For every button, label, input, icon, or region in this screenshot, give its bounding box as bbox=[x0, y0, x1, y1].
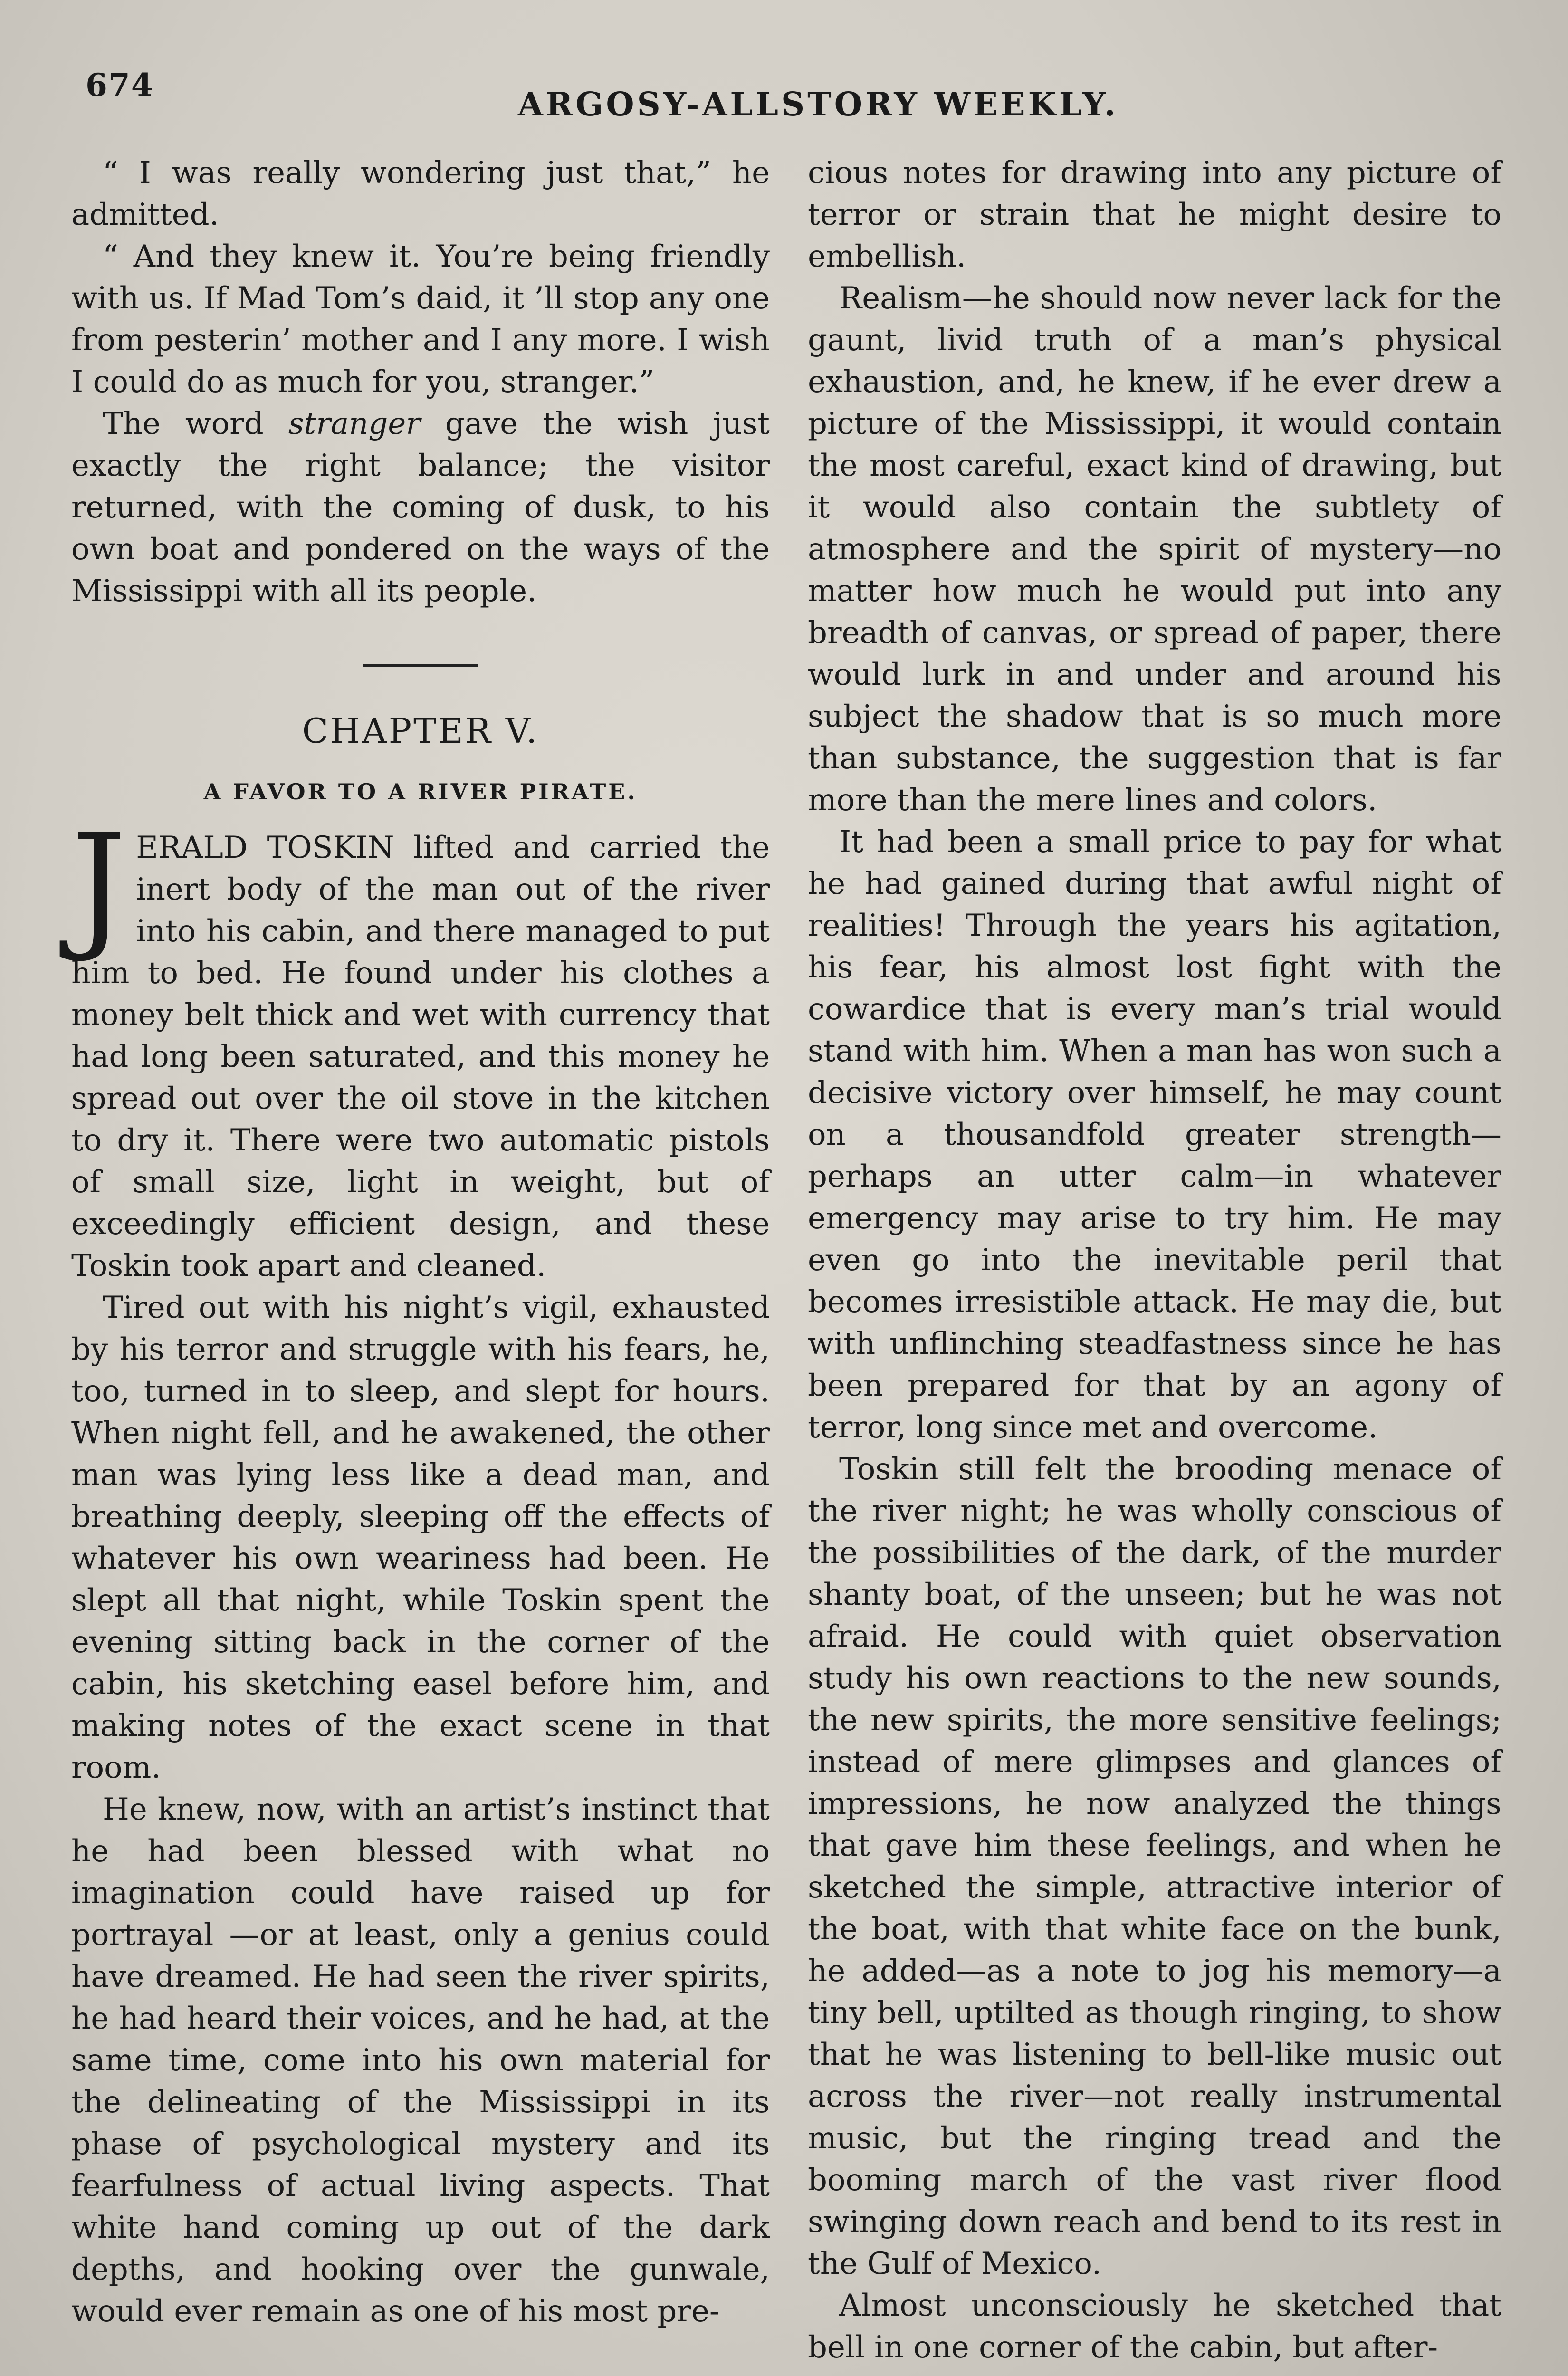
paragraph: “ I was really wondering just that,” he admitted. bbox=[71, 155, 770, 232]
paragraph: It had been a small price to pay for what he had gained during that awful night of realities! Through the years his agitation, his fear, his almost lost fight with the cowardice that is every man’s trial would stand with him. When a man has won such a decisive victory over himself, he may count on a thousandfold greater strength—perhaps an utter calm—in whatever emergency may arise to try him. He may even go into the inevitable peril that becomes irresistible attack. He may die, but with unflinching steadfastness since he has been prepared for that by an agony of terror, long since met and overcome. bbox=[808, 824, 1501, 1445]
page-header bbox=[86, 67, 1492, 128]
page-number: 674 bbox=[86, 67, 154, 104]
left-column bbox=[71, 152, 770, 2332]
paragraph: Almost unconsciously he sketched that bell in one corner of the cabin, but after- bbox=[808, 2288, 1501, 2365]
paragraph: Toskin still felt the brooding menace of the river night; he was wholly conscious of the possibilities of the dark, of the murder shanty boat, of the unseen; but he was not afraid. He could with quiet observation study his own reactions to the new sounds, the new spirits, the more sensitive feelings; instead of mere glimpses and glances of impressions, he now analyzed the things that gave him these feelings, and when he sketched the simple, attractive interior of the boat, with that white face on the bunk, he added—as a note to jog his memory—a tiny bell, uptilted as though ringing, to show that he was listening to bell-like music out across the river—not really instrumental music, but the ringing tread and the booming march of the vast river flood swinging down reach and bend to its rest in the Gulf of Mexico. bbox=[808, 1452, 1501, 2281]
paragraph: Tired out with his night’s vigil, exhausted by his terror and struggle with his fears, he, too, turned in to sleep, and slept for hours. When night fell, and he awakened, the other man was lying less like a dead man, and breathing deeply, sleeping off the effects of whatever his own weariness had been. He slept all that night, while Toskin spent the evening sitting back in the corner of the cabin, his sketching easel before him, and making notes of the exact scene in that room. bbox=[71, 1290, 770, 1785]
paragraph bbox=[71, 403, 770, 612]
paragraph: Realism—he should now never lack for the gaunt, livid truth of a man’s physical exhaustion, and, he knew, if he ever drew a picture of the Mississippi, it would contain the most careful, exact kind of drawing, but it would also contain the subtlety of atmosphere and the spirit of mystery—no matter how much he would put into any breadth of canvas, or spread of paper, there would lurk in and under and around his subject the shadow that is so much more than substance, the suggestion that is far more than the mere lines and colors. bbox=[808, 281, 1501, 818]
section-divider bbox=[363, 664, 478, 667]
drop-cap: J bbox=[71, 805, 127, 965]
paragraph: cious notes for drawing into any picture of terror or strain that he might desire to embellish. bbox=[808, 155, 1501, 274]
paragraph: He knew, now, with an artist’s instinct that he had been blessed with what no imagination could have raised up for portrayal —or at least, only a genius could have dreamed. He had seen the river spirits, he had heard their voices, and he had, at the same time, come into his own material for the delineating of the Mississippi in its phase of psychological mystery and its fearfulness of actual living aspects. That white hand coming up out of the dark depths, and hooking over the gunwale, would ever remain as one of his most pre- bbox=[71, 1792, 770, 2329]
right-column bbox=[808, 152, 1501, 2368]
text-run: The word bbox=[103, 406, 288, 441]
opening-paragraph bbox=[71, 805, 770, 1287]
running-head: ARGOSY-ALLSTORY WEEKLY. bbox=[518, 86, 1119, 124]
paragraph: “ And they knew it. You’re being friendly with us. If Mad Tom’s daid, it ’ll stop any one from pesterin’ mother and I any more. I wish I could do as much for you, stranger.” bbox=[71, 239, 770, 400]
italic-word: stranger bbox=[288, 406, 421, 441]
chapter-subtitle: A FAVOR TO A RIVER PIRATE. bbox=[203, 779, 638, 805]
chapter-title: CHAPTER V. bbox=[302, 711, 539, 751]
text-run: ERALD TOSKIN lifted and carried the inert body of the man out of the river into his cabin, and there managed to put him to bed. He found under his clothes a money belt thick and wet with currency that had long been saturated, and this money he spread out over the oil stove in the kitchen to dry it. There were two automatic pistols of small size, light in weight, but of exceedingly efficient design, and these Toskin took apart and cleaned. bbox=[71, 830, 770, 1284]
text-run: gave the wish just exactly the right balance; the visitor returned, with the coming of dusk, to his own boat and pondered on the ways of the Mississippi with all its people. bbox=[71, 406, 770, 609]
